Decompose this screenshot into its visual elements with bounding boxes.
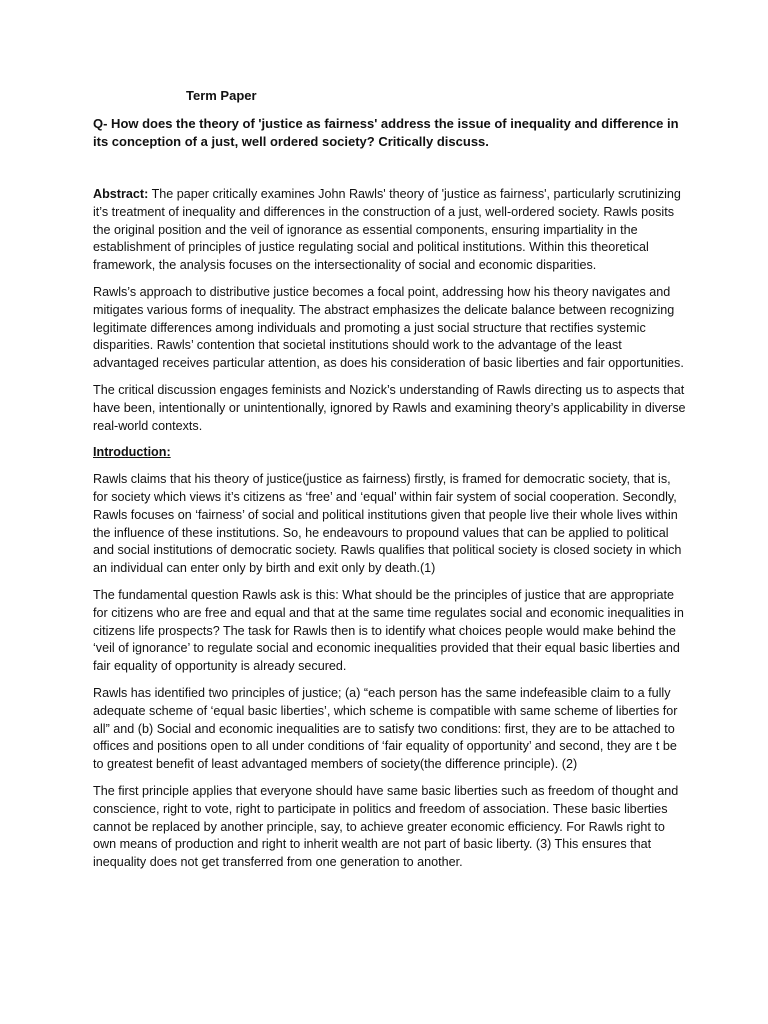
intro-paragraph-3: Rawls has identified two principles of justice; (a) “each person has the same indefeasible claim to a fully adequate scheme of ‘equal basic liberties’, which scheme is compatible with same scheme of liberties for all” and (b) Social and economic inequalities are to satisfy two conditions: first, they are to be attached to offices and positions open to all under conditions of ‘fair equality of opportunity’ and second, they are t be to greatest benefit of least advantaged members of society(the difference principle). (2)	[93, 685, 678, 772]
document-title: Term Paper	[186, 88, 257, 103]
intro-paragraph-4: The first principle applies that everyone should have same basic liberties such as freedom of thought and conscience, right to vote, right to participate in politics and freedom of association. These basic liberties cannot be replaced by another principle, say, to achieve greater economic efficiency. For Rawls right to own means of production and right to inherit wealth are not part of basic liberty. (3) This ensures that inequality does not get transferred from one generation to another.	[93, 783, 679, 870]
document-body	[93, 186, 687, 881]
abstract-paragraph-3: The critical discussion engages feminists and Nozick’s understanding of Rawls directing us to aspects that have been, intentionally or unintentionally, ignored by Rawls and examining theory’s applicability in diverse real-world contexts.	[93, 382, 686, 433]
abstract-paragraph	[93, 186, 687, 275]
abstract-label: Abstract:	[93, 187, 149, 201]
introduction-heading: Introduction:	[93, 445, 171, 460]
intro-paragraph-1: Rawls claims that his theory of justice(justice as fairness) firstly, is framed for democratic society, that is, for society which views it’s citizens as ‘free’ and ‘equal’ within fair system of social cooperation. Secondly, Rawls focuses on ‘fairness’ of social and political institutions given that people live their whole lives within the influence of these institutions. So, he endeavours to propound values that can be applied to political and social institutions of democratic society. Rawls qualifies that political society is closed society in which an individual can enter only by birth and exit only by death.(1)	[93, 472, 682, 576]
question-text: Q- How does the theory of 'justice as fairness' address the issue of inequality and difference in its conception of a just, well ordered society? Critically discuss.	[93, 116, 679, 149]
abstract-paragraph-2: Rawls’s approach to distributive justice becomes a focal point, addressing how his theory navigates and mitigates various forms of inequality. The abstract emphasizes the delicate balance between recognizing legitimate differences among individuals and promoting a just social structure that rectifies systemic disparities. Rawls’ contention that societal institutions should work to the advantage of the least advantaged receives particular attention, as does his consideration of basic liberties and fair opportunities.	[93, 284, 684, 371]
abstract-text: The paper critically examines John Rawls' theory of 'justice as fairness', particularly scrutinizing it’s treatment of inequality and differences in the construction of a just, well-ordered society. Rawls posits the original position and the veil of ignorance as essential components, ensuring impartiality in the establishment of principles of justice regulating social and political institutions. Within this theoretical framework, the analysis focuses on the intersectionality of social and economic disparities.	[93, 187, 681, 273]
intro-paragraph-2: The fundamental question Rawls ask is this: What should be the principles of justice that are appropriate for citizens who are free and equal and that at the same time regulates social and economic inequalities in citizens life prospects? The task for Rawls then is to identify what choices people would make behind the ‘veil of ignorance’ to regulate social and economic inequalities provided that their equal basic liberties and fair equality of opportunity is already secured.	[93, 587, 684, 674]
